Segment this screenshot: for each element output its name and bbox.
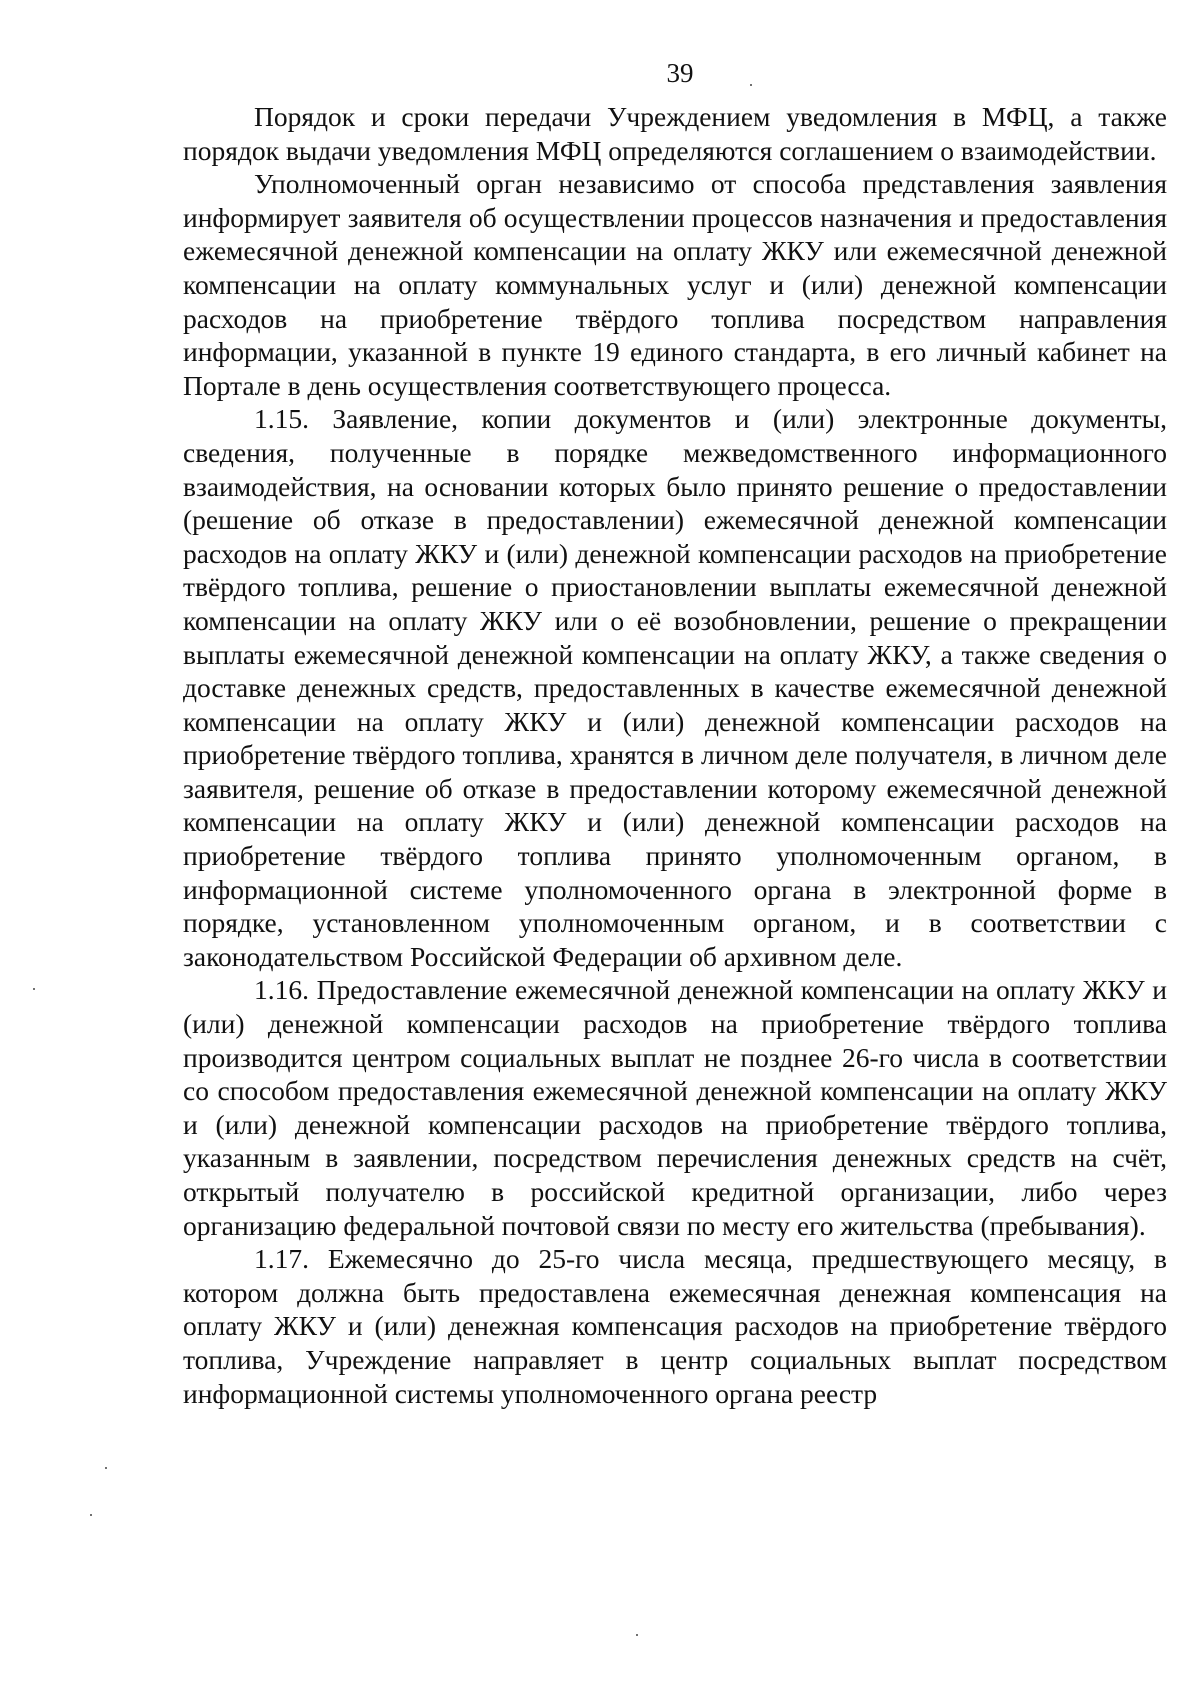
scan-speck xyxy=(105,1467,107,1469)
scan-speck xyxy=(750,84,752,86)
paragraph-1-17: 1.17. Ежемесячно до 25-го числа месяца, предшествующего месяцу, в котором должна быть предоставлена ежемесячная денежная компенсация на оплату ЖКУ и (или) денежная компенсация расходов на приобретение твёрдого топлива, Учреждение направляет в центр социальных выплат посредством информационной системы уполномоченного органа реестр xyxy=(183,1243,1167,1409)
document-body xyxy=(183,100,1167,1410)
paragraph-1-16: 1.16. Предоставление ежемесячной денежной компенсации на оплату ЖКУ и (или) денежной компенсации расходов на приобретение твёрдого топлива производится центром социальных выплат не позднее 26-го числа в соответствии со способом предоставления ежемесячной денежной компенсации на оплату ЖКУ и (или) денежной компенсации расходов на приобретение твёрдого топлива, указанным в заявлении, посредством перечисления денежных средств на счёт, открытый получателю в российской кредитной организации, либо через организацию федеральной почтовой связи по месту его жительства (пребывания). xyxy=(183,974,1167,1241)
paragraph-authority-informs: Уполномоченный орган независимо от способа представления заявления информирует заявителя об осуществлении процессов назначения и предоставления ежемесячной денежной компенсации на оплату ЖКУ или ежемесячной денежной компенсации на оплату коммунальных услуг и (или) денежной компенсации расходов на приобретение твёрдого топлива посредством направления информации, указанной в пункте 19 единого стандарта, в его личный кабинет на Портале в день осуществления соответствующего процесса. xyxy=(183,168,1167,401)
paragraph-notification-procedure: Порядок и сроки передачи Учреждением уведомления в МФЦ, а также порядок выдачи уведомления МФЦ определяются соглашением о взаимодействии. xyxy=(183,101,1167,166)
scan-speck xyxy=(90,1514,92,1516)
scan-speck xyxy=(33,988,35,990)
paragraph-1-15: 1.15. Заявление, копии документов и (или) электронные документы, сведения, полученные в порядке межведомственного информационного взаимодействия, на основании которых было принято решение о предоставлении (решение об отказе в предоставлении) ежемесячной денежной компенсации расходов на оплату ЖКУ и (или) денежной компенсации расходов на приобретение твёрдого топлива, решение о приостановлении выплаты ежемесячной денежной компенсации на оплату ЖКУ или о её возобновлении, решение о прекращении выплаты ежемесячной денежной компенсации на оплату ЖКУ, а также сведения о доставке денежных средств, предоставленных в качестве ежемесячной денежной компенсации на оплату ЖКУ и (или) денежной компенсации расходов на приобретение твёрдого топлива, хранятся в личном деле получателя, в личном деле заявителя, решение об отказе в предоставлении которому ежемесячной денежной компенсации на оплату ЖКУ и (или) денежной компенсации расходов на приобретение твёрдого топлива принято уполномоченным органом, в информационной системе уполномоченного органа в электронной форме в порядке, установленном уполномоченным органом, и в соответствии с законодательством Российской Федерации об архивном деле. xyxy=(183,403,1167,972)
scan-speck xyxy=(636,1634,638,1636)
page-number: 39 xyxy=(666,58,694,88)
